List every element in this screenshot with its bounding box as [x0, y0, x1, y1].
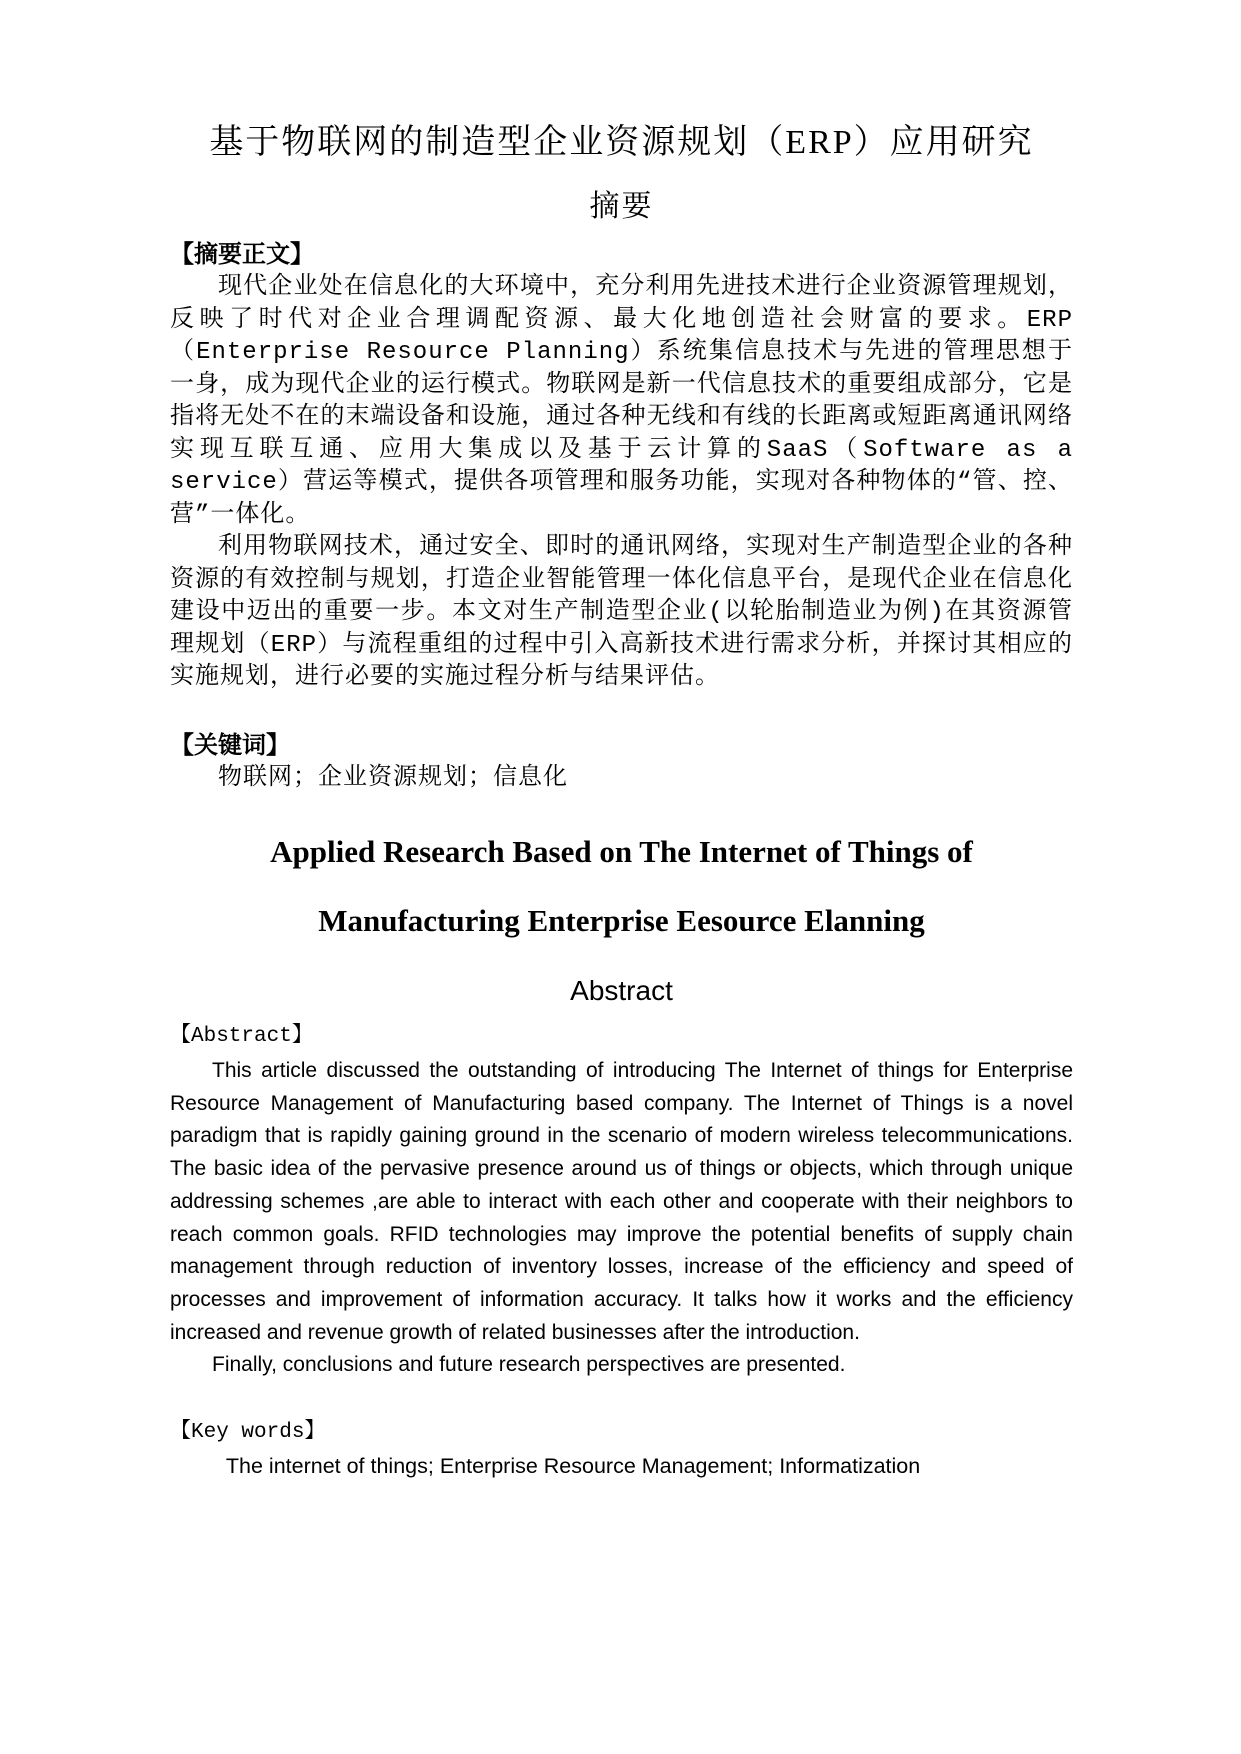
chinese-keywords-text: 物联网；企业资源规划；信息化: [218, 764, 568, 792]
chinese-abstract-paragraph-2: 利用物联网技术，通过安全、即时的通讯网络，实现对生产制造型企业的各种资源的有效控制与规划，打造企业智能管理一体化信息平台，是现代企业在信息化建设中迈出的重要一步。本文对生产制造型企业(以轮胎制造业为例)在其资源管理规划（ERP）与流程重组的过程中引入高新技术进行需求分析，并探讨其相应的实施规划，进行必要的实施过程分析与结果评估。: [170, 534, 1073, 691]
chinese-keywords-label: 【关键词】: [170, 731, 290, 759]
chinese-abstract-body-label: 【摘要正文】: [170, 241, 314, 268]
chinese-abstract-paragraph-1: 现代企业处在信息化的大环境中，充分利用先进技术进行企业资源管理规划，反映了时代对企业合理调配资源、最大化地创造社会财富的要求。ERP（Enterprise Resource Planning）系统集信息技术与先进的管理思想于一身，成为现代企业的运行模式。物联网是新一代信息技术的重要组成部分，它是指将无处不在的末端设备和设施，通过各种无线和有线的长距离或短距离通讯网络实现互联互通、应用大集成以及基于云计算的SaaS（Software as a service）营运等模式，提供各项管理和服务功能，实现对各种物体的“管、控、营”一体化。: [170, 274, 1073, 529]
english-abstract-heading: Abstract: [570, 975, 673, 1006]
english-abstract-label: 【Abstract】: [170, 1025, 313, 1048]
english-abstract-paragraph-1: This article discussed the outstanding of introducing The Internet of things for Enterprise Resource Management of Manufacturing based company. The Internet of Things is a novel paradigm that is rapidly gaining ground in the scenario of modern wireless telecommunications. The basic idea of the pervasive presence around us of things or objects, which through unique addressing schemes ,are able to interact with each other and cooperate with their neighbors to reach common goals. RFID technologies may improve the potential benefits of supply chain management through reduction of inventory losses, increase of the efficiency and speed of processes and improvement of information accuracy. It talks how it works and the efficiency increased and revenue growth of related businesses after the introduction.: [170, 1059, 1073, 1344]
english-keywords-text: The internet of things; Enterprise Resource Management; Informatization: [225, 1454, 921, 1479]
english-keywords-label: 【Key words】: [170, 1421, 326, 1445]
english-title-line-1: Applied Research Based on The Internet of Things of: [270, 834, 973, 869]
english-abstract-paragraph-2: Finally, conclusions and future research perspectives are presented.: [212, 1353, 846, 1377]
chinese-title: 基于物联网的制造型企业资源规划（ERP）应用研究: [209, 124, 1034, 161]
english-title-line-2: Manufacturing Enterprise Eesource Elanning: [318, 903, 925, 938]
chinese-abstract-heading: 摘要: [589, 190, 654, 223]
